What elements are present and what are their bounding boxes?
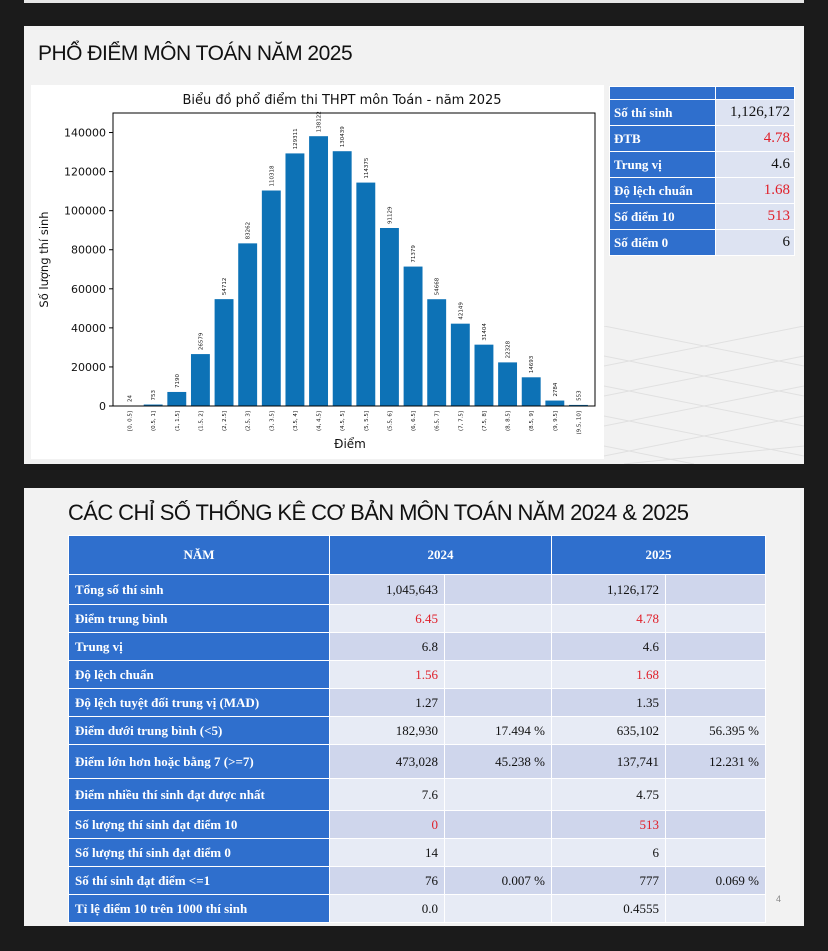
percent-2025 [666,811,766,839]
table-row [69,689,766,717]
table-header-row [69,536,766,575]
value-2024: 182,930 [330,717,445,745]
x-tick-label: (4, 4.5] [316,411,323,432]
y-tick-label: 100000 [64,204,106,218]
x-tick-label: (4.5, 5] [340,411,347,432]
summary-row [610,100,795,126]
previous-slide-edge [24,0,804,3]
value-2025: 1,126,172 [552,575,666,605]
x-tick-label: (1.5, 2] [198,411,205,432]
percent-2025 [666,895,766,923]
value-2024: 7.6 [330,779,445,811]
table-row [69,717,766,745]
x-axis-label: Điểm [334,437,366,451]
decorative-grid [604,326,804,464]
value-2024: 473,028 [330,745,445,779]
value-2025: 137,741 [552,745,666,779]
summary-row [610,126,795,152]
x-tick-label: (3, 3.5] [269,411,276,432]
summary-label: ĐTB [610,126,716,152]
summary-label: Số điểm 10 [610,204,716,230]
row-label: Điểm trung bình [69,605,330,633]
summary-value: 513 [716,204,795,230]
bar-value-label: 83262 [245,221,252,240]
row-label: Độ lệch tuyệt đối trung vị (MAD) [69,689,330,717]
percent-2024 [445,811,552,839]
bar-value-label: 24 [127,394,134,402]
bar [522,377,541,406]
bar-value-label: 71379 [411,245,418,263]
summary-header-cell [610,87,716,100]
summary-row [610,230,795,256]
row-label: Điểm dưới trung bình (<5) [69,717,330,745]
table-row [69,575,766,605]
bar [498,362,517,406]
value-2025: 1.35 [552,689,666,717]
x-tick-label: (9, 9.5] [552,411,559,432]
statistics-table [68,535,766,923]
chart-title: Biểu đồ phổ điểm thi THPT môn Toán - năm 2025 [182,93,502,108]
page-number: 4 [776,894,782,904]
table-row [69,745,766,779]
bar [451,324,470,406]
x-tick-label: (2.5, 3] [245,411,252,432]
value-2025: 635,102 [552,717,666,745]
value-2024: 1,045,643 [330,575,445,605]
bar-value-label: 42149 [458,302,465,320]
percent-2025 [666,605,766,633]
bar-value-label: 54712 [222,277,229,296]
bar [285,153,304,406]
row-label: Điểm lớn hơn hoặc bằng 7 (>=7) [69,745,330,779]
percent-2025: 12.231 % [666,745,766,779]
summary-label: Trung vị [610,152,716,178]
summary-header-cell [716,87,795,100]
bar-value-label: 114375 [363,157,370,179]
value-2024: 6.8 [330,633,445,661]
y-tick-label: 140000 [64,126,106,140]
value-2025: 513 [552,811,666,839]
summary-label: Số thí sinh [610,100,716,126]
bar [356,183,375,406]
x-tick-label: (7.5, 8] [481,411,488,432]
y-tick-label: 40000 [71,321,106,335]
bar-value-label: 129311 [292,128,299,150]
summary-value: 4.6 [716,152,795,178]
value-2024: 0.0 [330,895,445,923]
summary-label: Độ lệch chuẩn [610,178,716,204]
x-tick-label: (7, 7.5] [458,411,465,432]
row-label: Số lượng thí sinh đạt điểm 10 [69,811,330,839]
percent-2024: 0.007 % [445,867,552,895]
value-2024: 0 [330,811,445,839]
value-2025: 0.4555 [552,895,666,923]
table-row [69,867,766,895]
percent-2025 [666,575,766,605]
row-label: Số lượng thí sinh đạt điểm 0 [69,839,330,867]
summary-header-row [610,87,795,100]
bar-value-label: 130439 [340,126,347,148]
percent-2024 [445,689,552,717]
plot-frame [113,113,595,406]
percent-2025 [666,779,766,811]
percent-2025: 56.395 % [666,717,766,745]
bar-value-label: 14693 [529,355,536,374]
bar [380,228,399,406]
percent-2024 [445,661,552,689]
summary-value: 6 [716,230,795,256]
summary-value: 1,126,172 [716,100,795,126]
percent-2024 [445,633,552,661]
table-row [69,605,766,633]
x-tick-label: (6.5, 7] [434,411,441,432]
y-tick-label: 80000 [71,243,106,257]
bar [333,151,352,406]
value-2024: 1.56 [330,661,445,689]
y-tick-label: 120000 [64,165,106,179]
slide-statistics [24,488,804,926]
x-tick-label: (5, 5.5] [363,411,370,432]
table-row [69,811,766,839]
header-2024: 2024 [330,536,552,575]
bar-value-label: 26579 [198,332,205,351]
bar [427,299,446,406]
x-tick-label: [0, 0.5] [127,411,134,432]
table-row [69,895,766,923]
bar [404,267,423,406]
x-tick-label: (6, 6.5] [411,411,418,432]
row-label: Tỉ lệ điểm 10 trên 1000 thí sinh [69,895,330,923]
table-row [69,661,766,689]
bar-value-label: 91129 [387,206,394,224]
percent-2025 [666,839,766,867]
percent-2024 [445,575,552,605]
value-2024: 14 [330,839,445,867]
value-2025: 1.68 [552,661,666,689]
value-2025: 4.6 [552,633,666,661]
bar-value-label: 753 [151,390,158,401]
x-tick-label: (0.5, 1] [151,411,158,432]
summary-value: 4.78 [716,126,795,152]
value-2025: 6 [552,839,666,867]
table-row [69,779,766,811]
bar-value-label: 553 [576,390,583,401]
bar [262,191,281,406]
summary-row [610,204,795,230]
value-2025: 777 [552,867,666,895]
chart-svg [31,85,604,459]
row-label: Tổng số thí sinh [69,575,330,605]
x-tick-label: (5.5, 6] [387,411,394,432]
summary-value: 1.68 [716,178,795,204]
bar [545,401,564,406]
summary-row [610,178,795,204]
x-tick-label: (8.5, 9] [529,411,536,432]
percent-2024 [445,779,552,811]
row-label: Độ lệch chuẩn [69,661,330,689]
y-axis-label: Số lượng thí sinh [37,211,51,308]
percent-2024: 45.238 % [445,745,552,779]
table-row [69,839,766,867]
value-2025: 4.78 [552,605,666,633]
summary-table [609,86,795,256]
bar [215,299,234,406]
value-2024: 1.27 [330,689,445,717]
bar-value-label: 138122 [316,111,323,133]
row-label: Trung vị [69,633,330,661]
percent-2025: 0.069 % [666,867,766,895]
bar-value-label: 22328 [505,340,512,359]
y-tick-label: 20000 [71,360,106,374]
x-tick-label: (3.5, 4] [292,411,299,432]
percent-2025 [666,689,766,717]
bar-value-label: 110318 [269,165,276,187]
bar-value-label: 2784 [552,382,559,397]
row-label: Điểm nhiều thí sinh đạt được nhất [69,779,330,811]
bar-value-label: 54668 [434,277,441,296]
slide-title: PHỔ ĐIỂM MÔN TOÁN NĂM 2025 [38,42,353,65]
percent-2024 [445,895,552,923]
bar [309,136,328,406]
header-year: NĂM [69,536,330,575]
percent-2024 [445,839,552,867]
bar [191,354,210,406]
y-tick-label: 60000 [71,282,106,296]
histogram-chart [31,85,604,459]
bar [475,345,494,406]
bar-value-label: 7190 [174,373,181,388]
summary-row [610,152,795,178]
x-tick-label: (8, 8.5] [505,411,512,432]
x-tick-label: (9.5, 10] [576,411,583,435]
slide-score-distribution [24,26,804,464]
x-tick-label: (2, 2.5] [222,411,229,432]
table-row [69,633,766,661]
summary-label: Số điểm 0 [610,230,716,256]
bar-value-label: 31404 [481,323,488,341]
slide-title: CÁC CHỈ SỐ THỐNG KÊ CƠ BẢN MÔN TOÁN NĂM 2024 & 2025 [68,500,689,525]
y-tick-label: 0 [99,400,106,413]
bar [238,243,257,406]
value-2024: 76 [330,867,445,895]
percent-2025 [666,633,766,661]
percent-2024 [445,605,552,633]
value-2024: 6.45 [330,605,445,633]
x-tick-label: (1, 1.5] [174,411,181,432]
percent-2024: 17.494 % [445,717,552,745]
row-label: Số thí sinh đạt điểm <=1 [69,867,330,895]
percent-2025 [666,661,766,689]
header-2025: 2025 [552,536,766,575]
bar [167,392,186,406]
value-2025: 4.75 [552,779,666,811]
